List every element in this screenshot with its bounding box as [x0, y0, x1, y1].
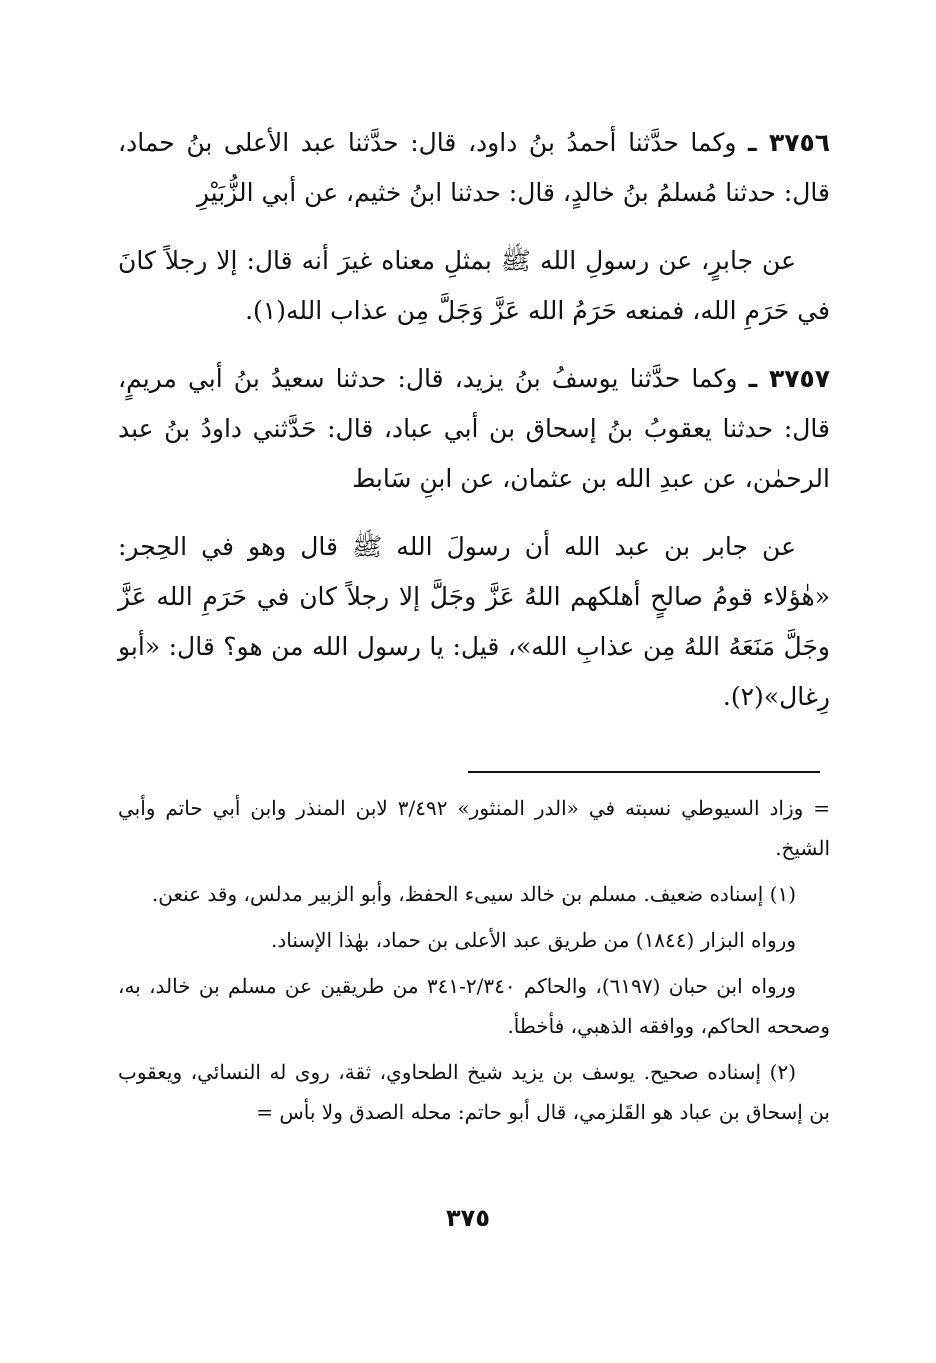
- footnote-2: (٢) إسناده صحيح. يوسف بن يزيد شيخ الطحاوي، ثقة، روى له النسائي، ويعقوب بن إسحاق بن عباد هو القَلزمي، قال أبو حاتم: محله الصدق ولا بأس =: [118, 1060, 830, 1124]
- main-text: [118, 118, 830, 740]
- hadith-3757-isnad: [118, 354, 830, 504]
- page-number: ٣٧٥: [446, 1204, 490, 1232]
- footnote-1-ibn-hibban: ورواه ابن حبان (٦١٩٧)، والحاكم ٢/٣٤٠-٣٤١ من طريقين عن مسلم بن خالد، به، وصححه الحاكم، ووافقه الذهبي، فأخطأ.: [118, 974, 830, 1038]
- hadith-3757-matn: عن جابر بن عبد الله أن رسولَ الله ﷺ قال وهو في الحِجر: «هٰؤلاء قومُ صالحٍ أهلكهم اللهُ عَزَّ وجَلَّ إلا رجلاً كان في حَرَمِ الله عَزَّ وجَلَّ مَنَعَهُ اللهُ مِن عذابِ الله»، قيل: يا رسول الله من هو؟ قال: «أبو رِغال»(٢).: [118, 532, 830, 711]
- hadith-3756-matn: عن جابرٍ، عن رسولِ الله ﷺ بمثلِ معناه غيرَ أنه قال: إلا رجلاً كانَ في حَرَمِ الله، فمنعه حَرَمُ الله عَزَّ وَجَلَّ مِن عذاب الله(١).: [118, 246, 830, 325]
- hadith-3756-isnad: [118, 118, 830, 218]
- footnote-1-bazzar: ورواه البزار (١٨٤٤) من طريق عبد الأعلى بن حماد، بهٰذا الإسناد.: [270, 928, 796, 952]
- footnote-continuation: = وزاد السيوطي نسبته في «الدر المنثور» ٣/٤٩٢ لابن المنذر وابن أبي حاتم وأبي الشيخ.: [118, 796, 830, 860]
- footnote-1: (١) إسناده ضعيف. مسلم بن خالد سيىء الحفظ، وأبو الزبير مدلس، وقد عنعن.: [151, 882, 796, 906]
- hadith-number: ٣٧٥٦ ـ: [748, 128, 830, 157]
- isnad-text: وكما حدَّثنا يوسفُ بنُ يزيد، قال: حدثنا سعيدُ بنُ أبي مريمٍ، قال: حدثنا يعقوبُ بنُ إسحاق بن أبي عباد، قال: حَدَّثني داودُ بنُ عبد الرحمٰن، عن عبدِ الله بن عثمان، عن ابنِ سَابط: [118, 364, 830, 493]
- isnad-text: وكما حدَّثنا أحمدُ بنُ داود، قال: حدَّثنا عبد الأعلى بنُ حماد، قال: حدثنا مُسلمُ بنُ خالدٍ، قال: حدثنا ابنُ خثيم، عن أبي الزُّبَيْرِ: [118, 128, 830, 207]
- footnote-separator: [468, 771, 820, 773]
- footnotes: [118, 788, 830, 1138]
- hadith-number: ٣٧٥٧ ـ: [748, 364, 831, 393]
